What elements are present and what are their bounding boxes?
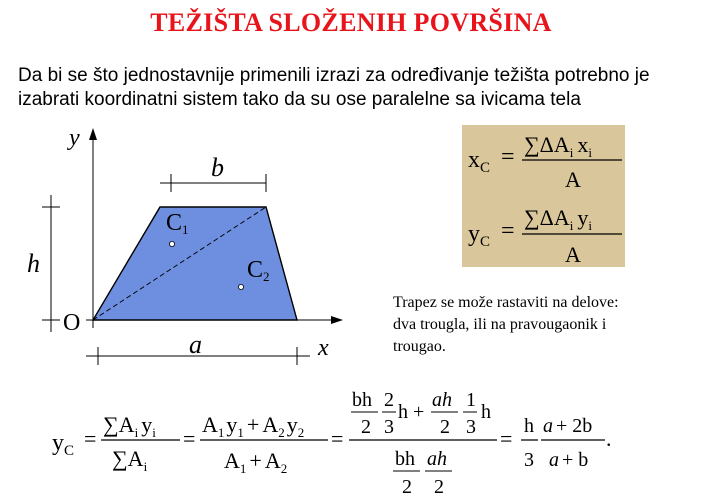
note-line-3: trougao. [393,338,446,355]
bf-f1-den: $\sum A_i$ [112,446,148,474]
bf-f4-3: 3 [524,449,534,471]
b-label: b [211,153,224,182]
bf-f3-den-bh: bh [395,448,415,470]
svg-text:xC: $x_C$ [468,147,491,176]
bf-f3-bh: bh [352,389,372,411]
a-label: a [189,330,202,359]
bf-f3-13-den: 3 [466,416,476,438]
y-axis-label: y [69,125,80,151]
bf-eq-2: = [183,426,196,451]
bf-f3-ah: ah [432,389,452,411]
bf-f3-h1: h [398,401,408,423]
bf-f4-num-expr: a + 2b [543,415,593,437]
bf-eq-3: = [331,426,344,451]
svg-text:yC: $y_C$ [468,221,491,250]
svg-text:A: A [565,242,581,267]
c1-label: C1 [166,210,189,237]
origin-label: O [63,310,81,336]
c2-label: C2 [247,257,270,284]
bf-f3-h2: h [481,401,491,423]
bf-f3-plus: + [413,401,425,423]
bf-f3-den-ah: ah [427,448,447,470]
intro-line-2: izabrati koordinatni sistem tako da su ose paralelne sa ivicama tela [18,89,581,110]
bf-f3-23-num: 2 [384,389,394,411]
page-title: TEŽIŠTA SLOŽENIH POVRŠINA [150,8,552,37]
svg-text:=: = [501,144,515,170]
centroid-c1-point [169,241,174,246]
trapezoid-shape [93,207,297,320]
box-formula-yc [468,205,622,267]
bf-eq-1: = [84,426,97,451]
bf-f3-23-den: 3 [384,416,394,438]
bf-f4-h: h [524,415,534,437]
trapezoid-diagram [27,125,343,365]
bf-f4-den-expr: a + b [549,449,589,471]
svg-text:=: = [501,218,515,244]
bf-f2-num: $A_1y_1 + A_2y_2$ [202,412,305,440]
y-axis-arrow [89,128,97,140]
note-line-2: dva trougla, ili na pravougaonik i [393,316,607,333]
bf-period: . [606,426,612,451]
bf-f1-num: $\sum A_i$ $y_i$ [103,412,156,440]
svg-text:A: A [565,167,581,192]
box-formula-xc [468,132,622,192]
bf-f3-ah-den: 2 [440,416,450,438]
bf-eq-4: = [500,426,513,451]
bottom-formula [52,389,612,498]
bf-f3-bh-den: 2 [361,416,371,438]
centroid-c2-point [238,284,243,289]
svg-text:∑ΔAixi: $\sum\Delta A_i$ $x_i$ [524,132,592,160]
bf-f3-13-num: 1 [466,389,476,411]
note-line-1: Trapez se može rastaviti na delove: [393,294,619,311]
bf-lhs: $y_C$ [52,430,75,459]
x-axis-label: x [318,335,329,361]
intro-line-1: Da bi se što jednostavnije primenili izrazi za određivanje težišta potrebno je [18,65,650,86]
bf-f3-den-ah-2: 2 [434,476,444,498]
bf-f2-den: $A_1 + A_2$ [224,448,288,476]
svg-text:∑ΔAiyi: $\sum\Delta A_i$ $y_i$ [524,205,592,233]
h-label: h [27,249,40,278]
bf-f3-den-bh-2: 2 [402,476,412,498]
x-axis-arrow [331,316,343,324]
